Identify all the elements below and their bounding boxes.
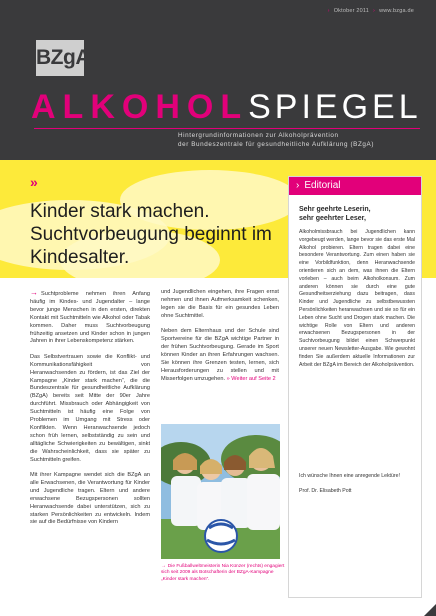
masthead-subtitle bbox=[178, 131, 374, 149]
article-paragraph: Neben dem Elternhaus und der Schule sind Sportvereine für die BZgA wichtige Partner in der frühen Suchtvorbeugung. Gerade im Sport können Kinder an ihren Erfahrungen wachsen. Sie können ihre Grenzen testen, lernen, sich Herausforderungen zu stellen und mit Misserfolgen umzugehen. bbox=[161, 328, 279, 382]
headline-line-2: Suchtvorbeugung beginnt im Kindesalter. bbox=[30, 224, 272, 268]
bzga-logo: BZgA bbox=[36, 40, 84, 76]
editorial-body: Alkoholmissbrauch bei Jugendlichen kann vorgebeugt werden, lange bevor sie das erste Mal Alkohol probieren. Eltern tragen dabei eine besondere Verantwortung. Zum einen haben sie eine Vorbildfunktion, denn Heranwachsende orientieren sich an dem, was ihnen die Eltern vorleben – auch beim Alkoholkonsum. Zum anderen können sie durch eine gute Gesundheitserziehung dazu beitragen, dass Kinder und Jugendliche zu selbstbewussten Persönlichkeiten heranwachsen und sie so für ein Leben ohne Sucht und Drogen stark machen. Die wichtige Rolle von Eltern und anderen erwachsenen Bezugspersonen in der Suchtvorbeugung bildet einen Schwerpunkt unserer neuen Newsletter-Ausgabe. Wie gewohnt finden Sie außerdem aktuelle Informationen zur Arbeit der BZgA im Bereich der Alkoholprävention. bbox=[299, 229, 415, 368]
photo-illustration bbox=[161, 424, 280, 559]
editorial-greeting bbox=[299, 205, 415, 223]
separator-icon: › bbox=[327, 8, 330, 14]
masthead-title bbox=[31, 87, 422, 127]
article-paragraph: Mit ihrer Kampagne wendet sich die BZgA an alle Erwachsenen, die Verantwortung für Kinder und Jugendliche tragen. Eltern und andere erwachsene Bezugspersonen sollten Heranwachsende dabei unterstützen, sich zu starken Persönlichkeiten zu entwickeln. Indem sie auf die Bedürfnisse von Kindern bbox=[30, 472, 150, 526]
masthead-divider bbox=[34, 128, 420, 129]
editorial-signature: Prof. Dr. Elisabeth Pott bbox=[299, 488, 352, 494]
headline-line-1: Kinder stark machen. bbox=[30, 201, 210, 222]
chevrons-icon: » bbox=[30, 174, 36, 190]
subtitle-line-2: der Bundeszentrale für gesundheitliche Aufklärung (BZgA) bbox=[178, 141, 375, 148]
article-column-2 bbox=[161, 289, 279, 391]
editorial-header bbox=[289, 177, 421, 195]
editorial-closing: Ich wünsche Ihnen eine anregende Lektüre! bbox=[299, 473, 400, 479]
photo-caption bbox=[161, 564, 286, 583]
top-meta bbox=[324, 8, 414, 14]
article-paragraph: und Jugendlichen eingehen, ihre Fragen ernst nehmen und ihnen Aufmerksamkeit schenken, legen sie die Basis für ein gesundes Leben ohne Suchtmittel. bbox=[161, 289, 279, 319]
page-corner bbox=[424, 604, 436, 616]
article-headline bbox=[30, 200, 280, 269]
masthead-alkohol: ALKOHOL bbox=[31, 88, 249, 126]
editorial-box bbox=[288, 176, 422, 598]
caption-text: Die Fußballweltmeisterin Nia Künzer (rechts) engagiert sich seit 2009 als Botschafterin der BZgA-Kampagne „Kinder stark machen“. bbox=[161, 564, 285, 582]
article-column-1 bbox=[30, 289, 150, 535]
right-arrow-icon: › bbox=[296, 180, 300, 191]
separator-icon: › bbox=[373, 8, 376, 14]
issue-date: Oktober 2011 bbox=[333, 8, 370, 14]
website-link[interactable]: www.bzga.de bbox=[379, 8, 414, 14]
continue-link[interactable]: » Weiter auf Seite 2 bbox=[226, 375, 276, 382]
greeting-line-1: Sehr geehrte Leserin, bbox=[299, 206, 371, 213]
article-paragraph: Das Selbstvertrauen sowie die Konflikt- und Kommunikationsfähigkeit von Heranwachsenden zu fördern, ist das Ziel der Kampagne „Kinder stark machen“, die die Bundeszentrale für gesundheitliche Aufklärung (BZgA) bereits seit Mitte der 90er Jahre durchführt. Missbrauch oder Abhängigkeit von Suchtmitteln ist häufig eine Folge von Problemen im Umgang mit Stress oder Konflikten. Wenn Heranwachsende jedoch schon früh lernen, selbstständig zu sein und alltägliche Schwierigkeiten zu bewältigen, sinkt die Wahrscheinlichkeit, dass sie später zu Suchtmitteln greifen. bbox=[30, 353, 150, 463]
masthead-header bbox=[0, 0, 436, 160]
greeting-line-2: sehr geehrter Leser, bbox=[299, 215, 366, 222]
editorial-title: Editorial bbox=[304, 180, 341, 191]
subtitle-line-1: Hintergrundinformationen zur Alkoholprävention bbox=[178, 132, 339, 139]
masthead-spiegel: SPIEGEL bbox=[248, 88, 422, 126]
team-photo bbox=[161, 424, 280, 559]
right-arrow-icon: → bbox=[30, 288, 38, 297]
right-arrow-icon: → bbox=[161, 564, 166, 569]
article-paragraph: Suchtprobleme nehmen ihren Anfang häufig im Kindes- und Jugendalter – lange bevor junge Menschen in den ersten, direkten Kontakt mit Suchtmitteln wie Alkohol oder Tabak kommen. Daher muss Suchtvorbeugung frühzeitig ansetzen und Kinder schon in jungen Jahren in ihrer Lebenskompetenz stärken. bbox=[30, 291, 150, 345]
